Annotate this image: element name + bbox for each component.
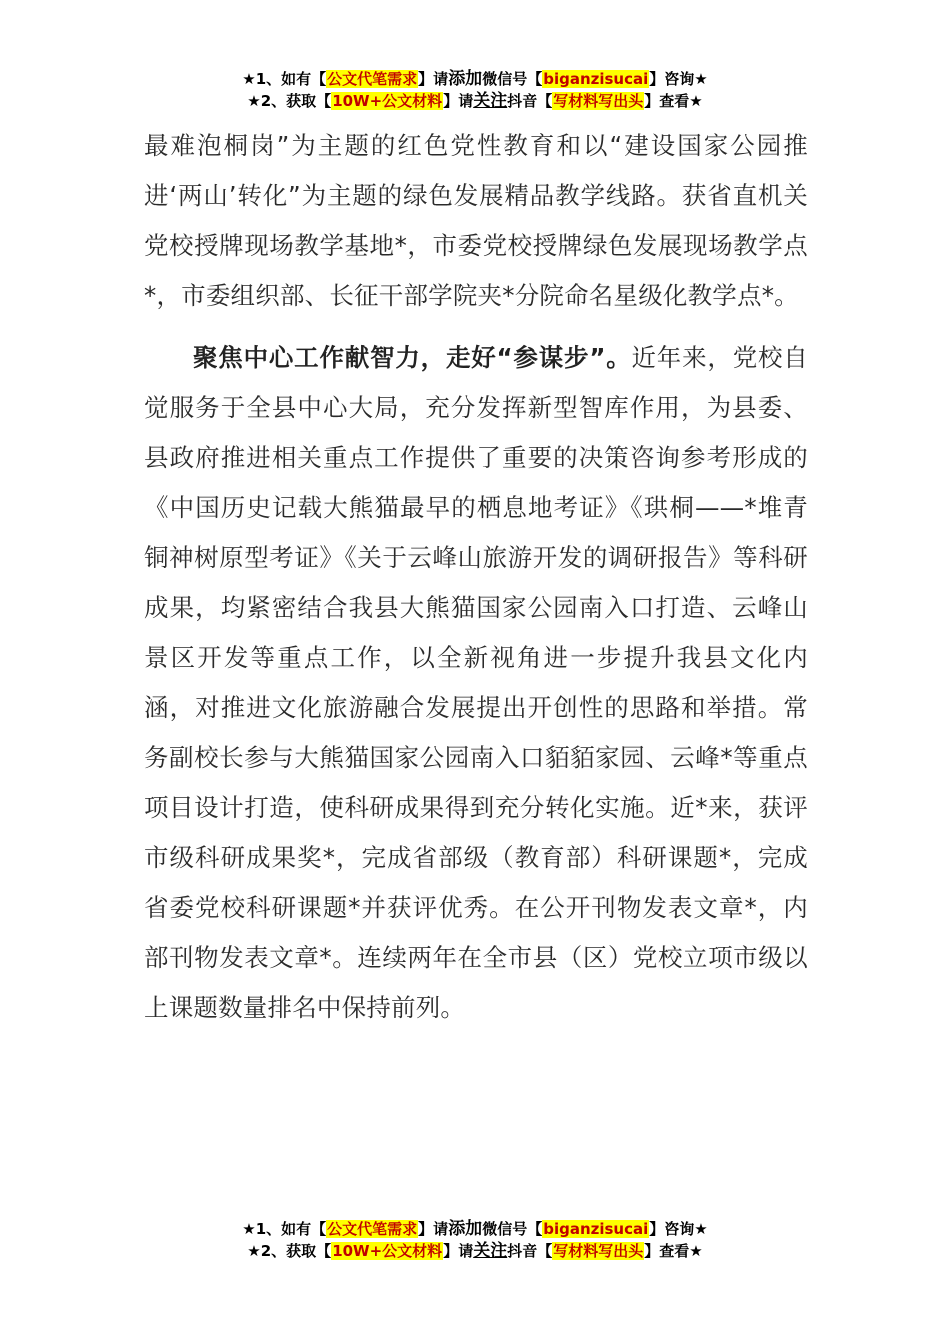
banner-line2-mid2: 抖音【 [507,1242,553,1260]
banner-line-2 [0,1240,950,1262]
banner-line1-mid1: 】请 [418,70,449,88]
banner-line2-mid1: 】请 [443,92,474,110]
banner-line2-prefix: ★2、获取【 [247,1242,332,1260]
banner-line2-mid1: 】请 [443,1242,474,1260]
paragraph-2-text: 近年来，党校自觉服务于全县中心大局，充分发挥新型智库作用，为县委、县政府推进相关重点工作提供了重要的决策咨询参考形成的《中国历史记载大熊猫最早的栖息地考证》《珙桐——*堆青铜神树原型考证》《关于云峰山旅游开发的调研报告》等科研成果，均紧密结合我县大熊猫国家公园南入口打造、云峰山景区开发等重点工作，以全新视角进一步提升我县文化内涵，对推进文化旅游融合发展提出开创性的思路和举措。常务副校长参与大熊猫国家公园南入口貊貊家园、云峰*等重点项目设计打造，使科研成果得到充分转化实施。近*来，获评市级科研成果奖*，完成省部级（教育部）科研课题*，完成省委党校科研课题*并获评优秀。在公开刊物发表文章*，内部刊物发表文章*。连续两年在全市县（区）党校立项市级以上课题数量排名中保持前列。 [144,343,808,1022]
highlight-service: 公文代笔需求 [327,70,418,88]
banner-line1-prefix: ★1、如有【 [242,70,327,88]
paragraph-2-lead: 聚焦中心工作献智力，走好“参谋步”。 [193,343,632,372]
highlight-wechat-id: biganzisucai [543,1220,649,1238]
banner-line2-mid2: 抖音【 [507,92,553,110]
banner-line2-suffix: 】查看★ [644,92,703,110]
paragraph-1: 最难泡桐岗”为主题的红色党性教育和以“建设国家公园推进‘两山’转化”为主题的绿色发展精品教学线路。获省直机关党校授牌现场教学基地*，市委党校授牌绿色发展现场教学点*，市委组织部、长征干部学院夹*分院命名星级化教学点*。 [144,131,808,310]
banner-line1-mid2: 微信号【 [482,1220,543,1238]
banner-line1-mid2: 微信号【 [482,70,543,88]
top-banner [0,68,950,112]
highlight-douyin-account: 写材料写出头 [553,1242,644,1260]
banner-line1-emphasis: 添加 [448,1219,483,1239]
highlight-materials: 10W+公文材料 [332,1242,443,1260]
bottom-banner [0,1218,950,1262]
banner-line-2 [0,90,950,112]
banner-line-1 [0,1218,950,1240]
banner-line2-prefix: ★2、获取【 [247,92,332,110]
banner-line2-emphasis: 关注 [473,1241,508,1261]
banner-line1-prefix: ★1、如有【 [242,1220,327,1238]
banner-line1-suffix: 】咨询★ [649,70,708,88]
banner-line1-emphasis: 添加 [448,69,483,89]
banner-line2-emphasis: 关注 [473,91,508,111]
banner-line2-suffix: 】查看★ [644,1242,703,1260]
highlight-wechat-id: biganzisucai [543,70,649,88]
highlight-materials: 10W+公文材料 [332,92,443,110]
paragraph-2 [144,333,808,1033]
document-body [144,121,808,1033]
highlight-service: 公文代笔需求 [327,1220,418,1238]
banner-line-1 [0,68,950,90]
banner-line1-suffix: 】咨询★ [649,1220,708,1238]
highlight-douyin-account: 写材料写出头 [553,92,644,110]
banner-line1-mid1: 】请 [418,1220,449,1238]
